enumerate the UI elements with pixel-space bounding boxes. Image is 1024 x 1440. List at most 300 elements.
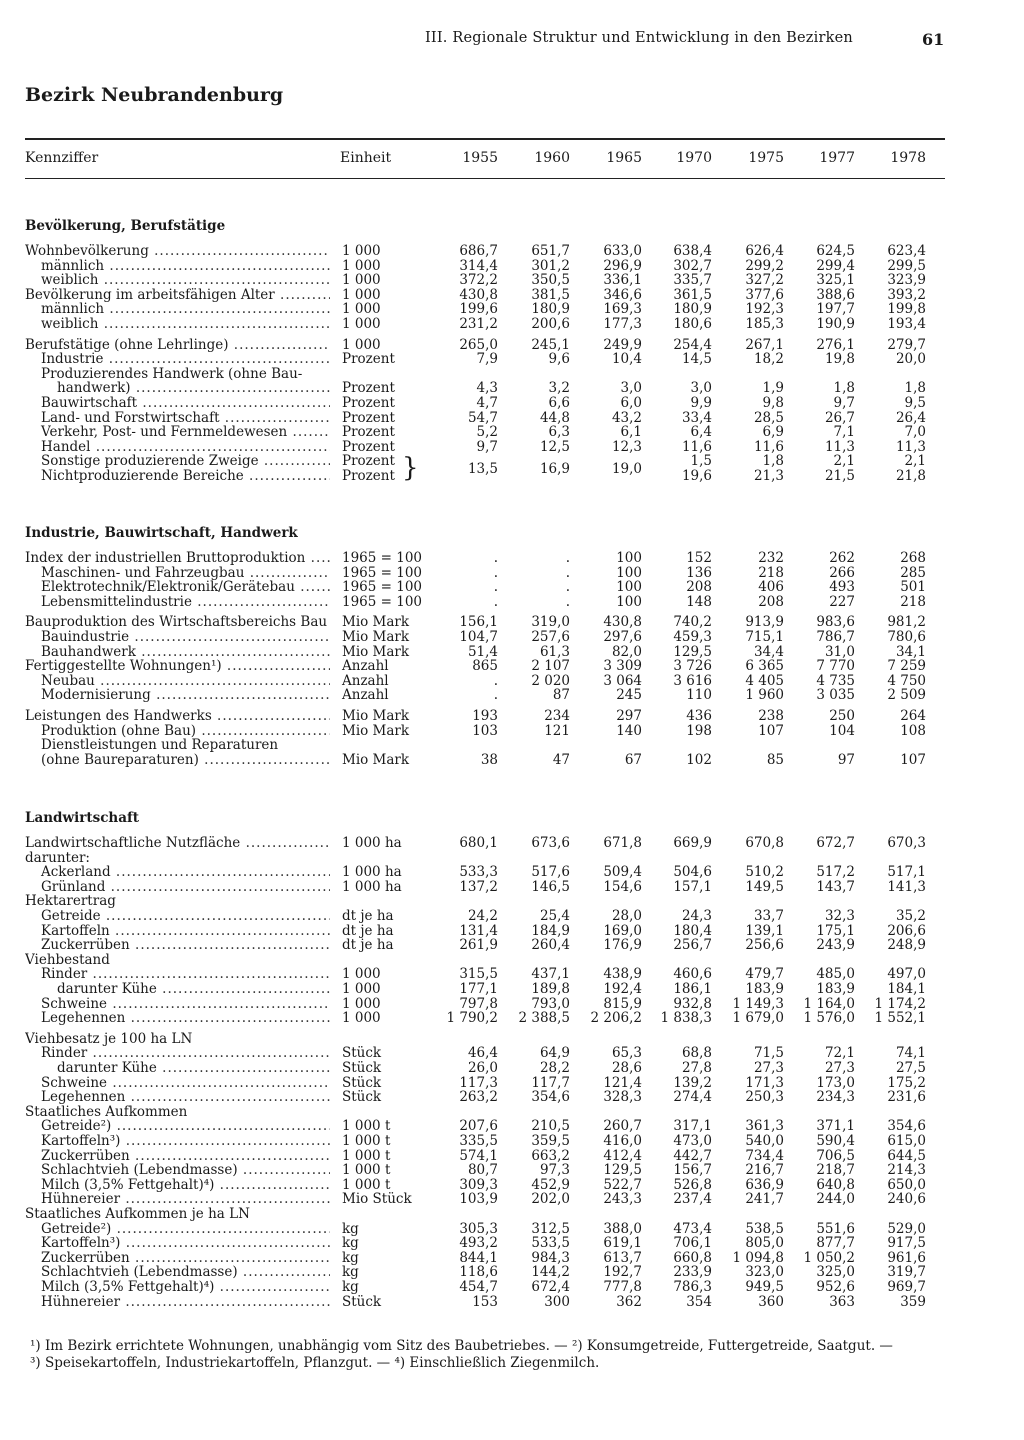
page-title: Bezirk Neubrandenburg bbox=[25, 84, 284, 106]
cell-value: 299,5 bbox=[887, 257, 926, 274]
row-unit: 1 000 bbox=[342, 981, 381, 997]
cell-value: 325,0 bbox=[816, 1264, 855, 1281]
cell-value: 323,0 bbox=[745, 1264, 784, 1281]
section-title: Bevölkerung, Berufstätige bbox=[25, 218, 226, 234]
row-unit: 1 000 t bbox=[342, 1162, 391, 1179]
cell-value: 146,5 bbox=[531, 878, 570, 895]
cell-value: 354,6 bbox=[887, 1118, 926, 1135]
cell-value: 263,2 bbox=[459, 1089, 498, 1106]
cell-value: 877,7 bbox=[816, 1235, 855, 1252]
table-row bbox=[0, 1236, 1024, 1251]
row-unit: kg bbox=[342, 1279, 359, 1295]
cell-value: 393,2 bbox=[887, 286, 926, 303]
cell-value: 9,8 bbox=[762, 395, 784, 411]
row-label: Bevölkerung im arbeitsfähigen Alter ..... bbox=[25, 288, 330, 303]
cell-value: 4 735 bbox=[816, 672, 855, 689]
cell-value: 210,5 bbox=[531, 1118, 570, 1135]
cell-value: 19,8 bbox=[824, 351, 855, 368]
cell-value: 2 107 bbox=[531, 658, 570, 675]
row-unit: 1 000 bbox=[342, 301, 381, 318]
row-label: Wohnbevölkerung ..... bbox=[25, 244, 330, 259]
row-unit: Mio Stück bbox=[342, 1191, 412, 1208]
row-unit: Stück bbox=[342, 1060, 382, 1076]
table-row bbox=[0, 551, 1024, 566]
cell-value: 218,7 bbox=[816, 1162, 855, 1179]
cell-value: 180,6 bbox=[673, 316, 712, 332]
row-label: Kartoffeln ..... bbox=[25, 924, 330, 939]
row-unit: Anzahl bbox=[342, 672, 389, 689]
cell-value: 177,1 bbox=[459, 981, 498, 997]
column-header-year: 1977 bbox=[819, 150, 855, 166]
cell-value: 12,5 bbox=[539, 438, 570, 455]
cell-value: 430,8 bbox=[459, 286, 498, 303]
cell-value: 139,2 bbox=[673, 1074, 712, 1091]
cell-value: 197,7 bbox=[816, 301, 855, 318]
cell-value: 244,0 bbox=[816, 1191, 855, 1208]
row-unit: kg bbox=[342, 1264, 359, 1281]
cell-value: 526,8 bbox=[673, 1176, 712, 1193]
cell-value: 613,7 bbox=[603, 1249, 642, 1266]
row-unit: 1 000 bbox=[342, 316, 381, 332]
row-label: Handel ..... bbox=[25, 440, 330, 455]
row-label: Milch (3,5% Fettgehalt)⁴) ..... bbox=[25, 1280, 330, 1295]
merged-cell-value bbox=[0, 462, 1024, 477]
cell-value: 3 309 bbox=[603, 658, 642, 675]
cell-value: 274,4 bbox=[673, 1089, 712, 1106]
cell-value: 199,6 bbox=[459, 301, 498, 318]
cell-value: 46,4 bbox=[467, 1045, 498, 1062]
cell-value: 454,7 bbox=[459, 1279, 498, 1295]
row-unit: 1 000 bbox=[342, 336, 381, 353]
cell-value: 234 bbox=[544, 708, 570, 724]
cell-value: 139,1 bbox=[745, 922, 784, 939]
row-label: Schlachtvieh (Lebendmasse) ..... bbox=[25, 1265, 330, 1280]
row-label: Schweine ..... bbox=[25, 1076, 330, 1091]
cell-value: 267,1 bbox=[745, 336, 784, 353]
row-unit: 1 000 bbox=[342, 286, 381, 303]
table-row bbox=[0, 738, 1024, 753]
cell-value: 208 bbox=[758, 593, 784, 610]
table-row bbox=[0, 836, 1024, 851]
row-label: Grünland ..... bbox=[25, 880, 330, 895]
row-label: Ackerland ..... bbox=[25, 865, 330, 880]
cell-value: 372,2 bbox=[459, 272, 498, 289]
row-label: männlich ..... bbox=[25, 302, 330, 317]
row-unit: 1 000 t bbox=[342, 1118, 391, 1135]
cell-value: 2 206,2 bbox=[590, 1010, 642, 1027]
cell-value: 686,7 bbox=[459, 243, 498, 259]
cell-value: 117,7 bbox=[531, 1074, 570, 1091]
cell-value: 327,2 bbox=[745, 272, 784, 289]
cell-value: 300 bbox=[544, 1293, 570, 1310]
cell-value: 371,1 bbox=[816, 1118, 855, 1135]
table-row bbox=[0, 1178, 1024, 1193]
cell-value: 6,9 bbox=[762, 424, 784, 441]
row-unit: Mio Mark bbox=[342, 722, 410, 739]
cell-value: 148 bbox=[686, 593, 712, 610]
column-header-year: 1960 bbox=[534, 150, 570, 166]
cell-value: 266 bbox=[829, 564, 855, 581]
cell-value: 85 bbox=[766, 751, 784, 768]
table-row bbox=[0, 244, 1024, 259]
table-row bbox=[0, 317, 1024, 332]
cell-value: 129,5 bbox=[673, 643, 712, 660]
row-label: darunter Kühe ..... bbox=[25, 1061, 330, 1076]
cell-value: 131,4 bbox=[459, 922, 498, 939]
cell-value: 638,4 bbox=[673, 243, 712, 259]
cell-value: 34,4 bbox=[753, 643, 784, 660]
cell-value: 12,3 bbox=[611, 438, 642, 455]
cell-value: 100 bbox=[616, 593, 642, 610]
row-label: Legehennen ..... bbox=[25, 1090, 330, 1105]
cell-value: 7,9 bbox=[476, 351, 498, 368]
table-row bbox=[0, 630, 1024, 645]
cell-value: 305,3 bbox=[459, 1220, 498, 1237]
cell-value: 72,1 bbox=[824, 1045, 855, 1062]
cell-value: 381,5 bbox=[531, 286, 570, 303]
cell-value: 21,8 bbox=[895, 468, 926, 484]
cell-value: 780,6 bbox=[887, 629, 926, 645]
cell-value: 412,4 bbox=[603, 1147, 642, 1164]
cell-value: 169,0 bbox=[603, 922, 642, 939]
row-label: Industrie ..... bbox=[25, 352, 330, 367]
table-row bbox=[0, 1134, 1024, 1149]
row-unit: 1965 = 100 bbox=[342, 550, 423, 566]
cell-value: 192,4 bbox=[603, 981, 642, 997]
cell-value: 2,1 bbox=[904, 453, 926, 470]
cell-value: 27,3 bbox=[753, 1060, 784, 1076]
brace-icon: } bbox=[402, 453, 419, 484]
cell-value: 238 bbox=[758, 708, 784, 724]
table-row bbox=[0, 1192, 1024, 1207]
cell-value: 154,6 bbox=[603, 878, 642, 895]
cell-value: 793,0 bbox=[531, 995, 570, 1012]
cell-value: 1,8 bbox=[762, 453, 784, 470]
cell-value: 538,5 bbox=[745, 1220, 784, 1237]
page-number: 61 bbox=[922, 30, 945, 49]
cell-value: 103,9 bbox=[459, 1191, 498, 1208]
cell-value: 11,3 bbox=[895, 438, 926, 455]
cell-value: 177,3 bbox=[603, 316, 642, 332]
cell-value: 227 bbox=[829, 593, 855, 610]
cell-value: . bbox=[493, 564, 498, 581]
cell-value: 1 552,1 bbox=[874, 1010, 926, 1027]
table-row bbox=[0, 381, 1024, 396]
cell-value: 636,9 bbox=[745, 1176, 784, 1193]
cell-value: 121,4 bbox=[603, 1074, 642, 1091]
cell-value: 11,6 bbox=[681, 438, 712, 455]
table-row bbox=[0, 894, 1024, 909]
cell-value: 108 bbox=[900, 722, 926, 739]
cell-value: 20,0 bbox=[895, 351, 926, 368]
cell-value: 180,9 bbox=[531, 301, 570, 318]
row-unit: Prozent bbox=[342, 424, 395, 441]
cell-value: 26,7 bbox=[824, 409, 855, 426]
cell-value: 312,5 bbox=[531, 1220, 570, 1237]
cell-value: 377,6 bbox=[745, 286, 784, 303]
cell-value: 249,9 bbox=[603, 336, 642, 353]
cell-value: 262 bbox=[829, 550, 855, 566]
row-unit: 1 000 bbox=[342, 257, 381, 274]
cell-value: 110 bbox=[686, 687, 712, 704]
table-row bbox=[0, 709, 1024, 724]
cell-value: 1 576,0 bbox=[803, 1010, 855, 1027]
cell-value: 190,9 bbox=[816, 316, 855, 332]
cell-value: 7,1 bbox=[833, 424, 855, 441]
table-row bbox=[0, 674, 1024, 689]
table-row bbox=[0, 1149, 1024, 1164]
cell-value: 509,4 bbox=[603, 864, 642, 881]
cell-value: 28,6 bbox=[611, 1060, 642, 1076]
row-unit: Prozent bbox=[342, 438, 395, 455]
table-row bbox=[0, 273, 1024, 288]
row-label: Lebensmittelindustrie ..... bbox=[25, 595, 330, 610]
cell-value: 706,1 bbox=[673, 1235, 712, 1252]
cell-value: 315,5 bbox=[459, 966, 498, 983]
cell-value: 590,4 bbox=[816, 1133, 855, 1149]
cell-value: 388,6 bbox=[816, 286, 855, 303]
cell-value: 7 770 bbox=[816, 658, 855, 675]
cell-value: 913,9 bbox=[745, 614, 784, 631]
row-unit: Prozent bbox=[342, 380, 395, 397]
column-header-year: 1955 bbox=[462, 150, 498, 166]
cell-value: 670,3 bbox=[887, 835, 926, 851]
cell-value: . bbox=[493, 687, 498, 704]
row-unit: dt je ha bbox=[342, 908, 394, 924]
cell-value: 430,8 bbox=[603, 614, 642, 631]
cell-value: 319,7 bbox=[887, 1264, 926, 1281]
row-label: Hühnereier ..... bbox=[25, 1295, 330, 1310]
cell-value: 193,4 bbox=[887, 316, 926, 332]
rule-top bbox=[25, 138, 945, 140]
cell-value: 4,7 bbox=[476, 395, 498, 411]
row-unit: Prozent bbox=[342, 409, 395, 426]
cell-value: 335,7 bbox=[673, 272, 712, 289]
cell-value: 6,6 bbox=[548, 395, 570, 411]
row-label: Sonstige produzierende Zweige ..... bbox=[25, 454, 330, 469]
cell-value: 504,6 bbox=[673, 864, 712, 881]
row-unit: Stück bbox=[342, 1074, 382, 1091]
cell-value: 952,6 bbox=[816, 1279, 855, 1295]
cell-value: 317,1 bbox=[673, 1118, 712, 1135]
cell-value: . bbox=[493, 672, 498, 689]
cell-value: 2 388,5 bbox=[518, 1010, 570, 1027]
cell-value: 27,3 bbox=[824, 1060, 855, 1076]
table-row bbox=[0, 288, 1024, 303]
cell-value: 32,3 bbox=[824, 908, 855, 924]
row-label: Hühnereier ..... bbox=[25, 1192, 330, 1207]
cell-value: 144,2 bbox=[531, 1264, 570, 1281]
table-row bbox=[0, 659, 1024, 674]
row-unit: Mio Mark bbox=[342, 614, 410, 631]
cell-value: 24,2 bbox=[467, 908, 498, 924]
cell-value: 3 035 bbox=[816, 687, 855, 704]
cell-value: 103 bbox=[472, 722, 498, 739]
cell-value: 533,5 bbox=[531, 1235, 570, 1252]
row-label: Landwirtschaftliche Nutzfläche ..... bbox=[25, 836, 330, 851]
cell-value: 983,6 bbox=[816, 614, 855, 631]
cell-value: 156,1 bbox=[459, 614, 498, 631]
cell-value: 865 bbox=[472, 658, 498, 675]
cell-value: 152 bbox=[686, 550, 712, 566]
table-row bbox=[0, 982, 1024, 997]
cell-value: 361,3 bbox=[745, 1118, 784, 1135]
row-unit: dt je ha bbox=[342, 937, 394, 954]
cell-value: 43,2 bbox=[611, 409, 642, 426]
table-row bbox=[0, 924, 1024, 939]
cell-value: 932,8 bbox=[673, 995, 712, 1012]
cell-value: 2,1 bbox=[833, 453, 855, 470]
cell-value: 670,8 bbox=[745, 835, 784, 851]
cell-value: 185,3 bbox=[745, 316, 784, 332]
cell-value: 186,1 bbox=[673, 981, 712, 997]
cell-value: 360 bbox=[758, 1293, 784, 1310]
row-label: Berufstätige (ohne Lehrlinge) ..... bbox=[25, 338, 330, 353]
table-row bbox=[0, 615, 1024, 630]
row-label: Schweine ..... bbox=[25, 997, 330, 1012]
cell-value: 11,6 bbox=[753, 438, 784, 455]
row-label: Legehennen ..... bbox=[25, 1011, 330, 1026]
cell-value: 1 149,3 bbox=[732, 995, 784, 1012]
cell-value: 493,2 bbox=[459, 1235, 498, 1252]
cell-value: 3,2 bbox=[548, 380, 570, 397]
cell-value: 18,2 bbox=[753, 351, 784, 368]
cell-value: 362 bbox=[616, 1293, 642, 1310]
cell-value: 118,6 bbox=[459, 1264, 498, 1281]
row-label: Staatliches Aufkommen bbox=[25, 1104, 188, 1120]
row-unit: 1965 = 100 bbox=[342, 579, 423, 596]
cell-value: 261,9 bbox=[459, 937, 498, 954]
cell-value: 102 bbox=[686, 751, 712, 768]
row-unit: 1965 = 100 bbox=[342, 593, 423, 610]
cell-value: 3 616 bbox=[673, 672, 712, 689]
column-header-unit: Einheit bbox=[340, 150, 392, 166]
row-unit: 1 000 t bbox=[342, 1133, 391, 1149]
table-row bbox=[0, 1251, 1024, 1266]
cell-value: 6,4 bbox=[690, 424, 712, 441]
column-header-year: 1975 bbox=[748, 150, 784, 166]
row-unit: 1 000 bbox=[342, 966, 381, 983]
row-label: Modernisierung ..... bbox=[25, 688, 330, 703]
cell-value: 7,0 bbox=[904, 424, 926, 441]
cell-value: 673,6 bbox=[531, 835, 570, 851]
table-row bbox=[0, 367, 1024, 382]
row-label: Nichtproduzierende Bereiche ..... bbox=[25, 469, 330, 484]
row-label: Viehbestand bbox=[25, 952, 110, 968]
cell-value: 231,2 bbox=[459, 316, 498, 332]
row-unit: Prozent bbox=[342, 351, 395, 368]
row-label: handwerk) ..... bbox=[25, 381, 330, 396]
cell-value: 243,9 bbox=[816, 937, 855, 954]
row-label: weiblich ..... bbox=[25, 273, 330, 288]
cell-value: 232 bbox=[758, 550, 784, 566]
cell-value: 21,5 bbox=[824, 468, 855, 484]
footnote: ³) Speisekartoffeln, Industriekartoffeln, Pflanzgut. — ⁴) Einschließlich Ziegenmilch. bbox=[30, 1355, 600, 1371]
cell-value: 234,3 bbox=[816, 1089, 855, 1106]
cell-value: 640,8 bbox=[816, 1176, 855, 1193]
cell-value: 1 960 bbox=[745, 687, 784, 704]
cell-value: 202,0 bbox=[531, 1191, 570, 1208]
cell-value: 157,1 bbox=[673, 878, 712, 895]
cell-value: 438,9 bbox=[603, 966, 642, 983]
row-unit: 1 000 t bbox=[342, 1176, 391, 1193]
row-unit: Prozent bbox=[342, 468, 395, 484]
cell-value: 180,9 bbox=[673, 301, 712, 318]
cell-value: 969,7 bbox=[887, 1279, 926, 1295]
cell-value: 522,7 bbox=[603, 1176, 642, 1193]
cell-value: 65,3 bbox=[611, 1045, 642, 1062]
cell-value: 214,3 bbox=[887, 1162, 926, 1179]
cell-value: 192,3 bbox=[745, 301, 784, 318]
cell-value: 623,4 bbox=[887, 243, 926, 259]
cell-value: 1 790,2 bbox=[446, 1010, 498, 1027]
cell-value: 24,3 bbox=[681, 908, 712, 924]
cell-value: 2 020 bbox=[531, 672, 570, 689]
table-row bbox=[0, 1032, 1024, 1047]
cell-value: 14,5 bbox=[681, 351, 712, 368]
table-row bbox=[0, 1265, 1024, 1280]
row-unit: kg bbox=[342, 1220, 359, 1237]
row-label: Bauproduktion des Wirtschaftsbereichs Bau bbox=[25, 615, 328, 630]
cell-value: 183,9 bbox=[745, 981, 784, 997]
row-label: darunter Kühe ..... bbox=[25, 982, 330, 997]
table-row bbox=[0, 411, 1024, 426]
cell-value: 250 bbox=[829, 708, 855, 724]
cell-value: 200,6 bbox=[531, 316, 570, 332]
cell-value: 21,3 bbox=[753, 468, 784, 484]
row-label: Viehbesatz je 100 ha LN bbox=[25, 1031, 193, 1047]
table-row bbox=[0, 1119, 1024, 1134]
cell-value: 436 bbox=[686, 708, 712, 724]
cell-value: 169,3 bbox=[603, 301, 642, 318]
table-row bbox=[0, 595, 1024, 610]
table-row bbox=[0, 1295, 1024, 1310]
row-unit: 1 000 ha bbox=[342, 835, 402, 851]
cell-value: 254,4 bbox=[673, 336, 712, 353]
table-row bbox=[0, 259, 1024, 274]
row-unit: Prozent bbox=[342, 395, 395, 411]
cell-value: 137,2 bbox=[459, 878, 498, 895]
row-label: Schlachtvieh (Lebendmasse) ..... bbox=[25, 1163, 330, 1178]
cell-value: 82,0 bbox=[611, 643, 642, 660]
row-unit: Mio Mark bbox=[342, 708, 410, 724]
cell-value: 257,6 bbox=[531, 629, 570, 645]
cell-value: 206,6 bbox=[887, 922, 926, 939]
cell-value: . bbox=[565, 564, 570, 581]
row-unit: Mio Mark bbox=[342, 629, 410, 645]
cell-value: 416,0 bbox=[603, 1133, 642, 1149]
table-row bbox=[0, 1280, 1024, 1295]
cell-value: 80,7 bbox=[467, 1162, 498, 1179]
cell-value: 388,0 bbox=[603, 1220, 642, 1237]
cell-value: 299,4 bbox=[816, 257, 855, 274]
cell-value: 240,6 bbox=[887, 1191, 926, 1208]
cell-value: 615,0 bbox=[887, 1133, 926, 1149]
cell-value: 276,1 bbox=[816, 336, 855, 353]
row-label: Index der industriellen Bruttoproduktion ..... bbox=[25, 551, 330, 566]
cell-value: 510,2 bbox=[745, 864, 784, 881]
cell-value: 233,9 bbox=[673, 1264, 712, 1281]
cell-value: . bbox=[565, 550, 570, 566]
section-title: Landwirtschaft bbox=[25, 810, 140, 826]
cell-value: 319,0 bbox=[531, 614, 570, 631]
cell-value: 626,4 bbox=[745, 243, 784, 259]
row-label: Rinder ..... bbox=[25, 1046, 330, 1061]
table-row bbox=[0, 724, 1024, 739]
cell-value: 27,8 bbox=[681, 1060, 712, 1076]
cell-value: 143,7 bbox=[816, 878, 855, 895]
row-label: Zuckerrüben ..... bbox=[25, 1149, 330, 1164]
